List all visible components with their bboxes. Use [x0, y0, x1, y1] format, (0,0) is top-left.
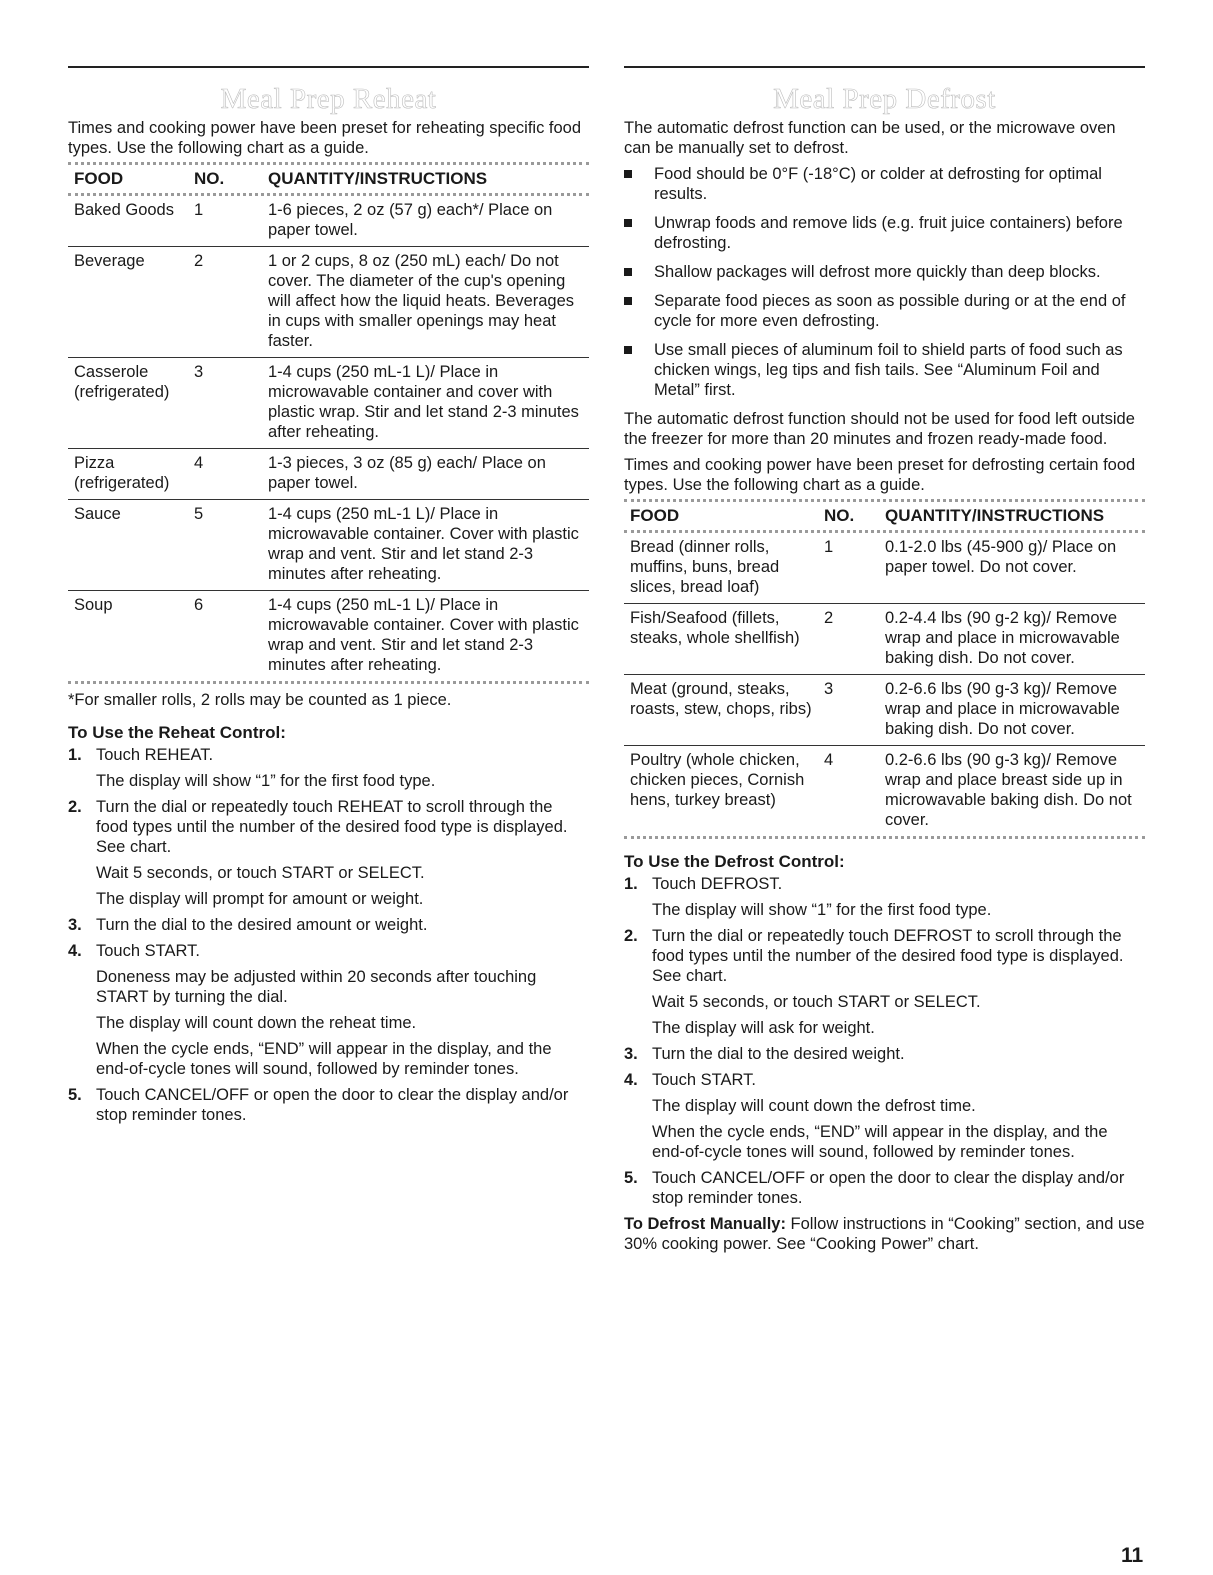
no-cell: 4: [188, 449, 262, 500]
table-row: [68, 196, 589, 247]
step-item: [68, 941, 589, 1079]
list-item: [624, 262, 1145, 282]
page-number: 11: [1121, 1544, 1144, 1567]
step-item: [624, 874, 1145, 920]
defrost-manually-text: [624, 1214, 1145, 1254]
step-text: Touch START.: [652, 1071, 756, 1089]
step-text: Doneness may be adjusted within 20 seconds after touching START by turning the dial.: [96, 968, 537, 1006]
col-header-no: NO.: [194, 169, 225, 188]
bullet-text: Use small pieces of aluminum foil to shield parts of food such as chicken wings, leg tips and fish tails. See “Aluminum Foil and Metal” first.: [654, 341, 1123, 399]
step-text: Turn the dial or repeatedly touch REHEAT to scroll through the food types until the number of the desired food type is displayed. See chart.: [96, 798, 568, 856]
qty-cell: 1-6 pieces, 2 oz (57 g) each*/ Place on paper towel.: [268, 201, 553, 239]
defrost-tips: [624, 164, 1145, 400]
step-text: The display will show “1” for the first food type.: [96, 772, 436, 790]
step-item: [68, 1085, 589, 1125]
qty-cell: 0.2-4.4 lbs (90 g-2 kg)/ Remove wrap and place in microwavable baking dish. Do not cover.: [879, 604, 1145, 675]
intro-text: Times and cooking power have been preset for defrosting certain food types. Use the following chart as a guide.: [624, 456, 1136, 494]
note-text: The automatic defrost function should not be used for food left outside the freezer for more than 20 minutes and frozen ready-made food.: [624, 410, 1135, 448]
bullet-icon: [624, 346, 632, 354]
step-number: 1.: [624, 875, 638, 893]
col-header-qty: QUANTITY/INSTRUCTIONS: [885, 506, 1105, 525]
list-item: [624, 340, 1145, 400]
step-item: [624, 1070, 1145, 1162]
intro-text: Times and cooking power have been preset for reheating specific food types. Use the following chart as a guide.: [68, 119, 582, 157]
bullet-icon: [624, 268, 632, 276]
no-cell: 6: [188, 591, 262, 682]
food-cell: Sauce: [68, 500, 188, 591]
food-cell: Fish/Seafood (fillets, steaks, whole shellfish): [624, 604, 818, 675]
step-number: 4.: [68, 942, 82, 960]
bullet-icon: [624, 219, 632, 227]
food-cell: Baked Goods: [74, 201, 174, 219]
bullet-text: Food should be 0°F (-18°C) or colder at defrosting for optimal results.: [654, 165, 1102, 203]
step-item: [68, 915, 589, 935]
col-header-no: NO.: [824, 506, 855, 525]
defrost-steps: [624, 874, 1145, 1208]
table-row: [68, 500, 589, 591]
step-number: 3.: [624, 1045, 638, 1063]
bullet-icon: [624, 170, 632, 178]
step-text: Wait 5 seconds, or touch START or SELECT.: [96, 864, 425, 882]
manual-body: Follow instructions in “Cooking” section, and use 30% cooking power. See “Cooking Power” chart.: [624, 1215, 1145, 1253]
section-heading: Meal Prep Defrost: [773, 83, 996, 115]
defrost-section: [624, 66, 1145, 1254]
bullet-text: Unwrap foods and remove lids (e.g. fruit juice containers) before defrosting.: [654, 214, 1123, 252]
list-item: [624, 164, 1145, 204]
step-text: Touch START.: [96, 942, 200, 960]
qty-cell: 1-4 cups (250 mL-1 L)/ Place in microwavable container. Cover with plastic wrap and vent. Stir and let stand 2-3 minutes after reheating.: [262, 591, 589, 682]
step-text: Touch DEFROST.: [652, 875, 783, 893]
qty-cell: 1-3 pieces, 3 oz (85 g) each/ Place on paper towel.: [262, 449, 589, 500]
section-heading: Meal Prep Reheat: [220, 83, 437, 115]
qty-cell: 1-4 cups (250 mL-1 L)/ Place in microwavable container. Cover with plastic wrap and vent. Stir and let stand 2-3 minutes after reheating.: [262, 500, 589, 591]
step-item: [624, 1044, 1145, 1064]
table-row: [624, 675, 1145, 746]
list-item: [624, 213, 1145, 253]
step-number: 4.: [624, 1071, 638, 1089]
bullet-text: Shallow packages will defrost more quickly than deep blocks.: [654, 263, 1101, 281]
table-row: [68, 591, 589, 682]
reheat-table: [68, 165, 589, 681]
table-row: [624, 746, 1145, 837]
section-rule: [68, 66, 589, 68]
section-rule: [624, 66, 1145, 68]
food-cell: Bread (dinner rolls, muffins, buns, bread slices, bread loaf): [630, 538, 780, 596]
bullet-icon: [624, 297, 632, 305]
qty-cell: 0.2-6.6 lbs (90 g-3 kg)/ Remove wrap and place in microwavable baking dish. Do not cover.: [879, 675, 1145, 746]
footnote: *For smaller rolls, 2 rolls may be counted as 1 piece.: [68, 691, 452, 709]
step-text: The display will count down the reheat time.: [96, 1014, 417, 1032]
no-cell: 3: [818, 675, 879, 746]
food-cell: Meat (ground, steaks, roasts, stew, chops, ribs): [624, 675, 818, 746]
step-number: 5.: [68, 1086, 82, 1104]
manual-label: To Defrost Manually:: [624, 1215, 786, 1233]
step-item: [68, 745, 589, 791]
food-cell: Pizza (refrigerated): [68, 449, 188, 500]
reheat-control-title: To Use the Reheat Control:: [68, 723, 286, 742]
step-text: The display will ask for weight.: [652, 1019, 875, 1037]
qty-cell: 1 or 2 cups, 8 oz (250 mL) each/ Do not cover. The diameter of the cup's opening will affect how the liquid heats. Beverages in cups with smaller openings may heat faster.: [262, 247, 589, 358]
step-text: Wait 5 seconds, or touch START or SELECT.: [652, 993, 981, 1011]
qty-cell: 0.2-6.6 lbs (90 g-3 kg)/ Remove wrap and place breast side up in microwavable baking dish. Do not cover.: [879, 746, 1145, 837]
step-item: [624, 1168, 1145, 1208]
table-row: [68, 449, 589, 500]
dotted-rule: [624, 836, 1145, 839]
no-cell: 5: [188, 500, 262, 591]
table-row: [624, 533, 1145, 604]
step-text: When the cycle ends, “END” will appear in the display, and the end-of-cycle tones will sound, followed by reminder tones.: [652, 1123, 1108, 1161]
no-cell: 1: [194, 201, 204, 219]
step-text: Touch CANCEL/OFF or open the door to clear the display and/or stop reminder tones.: [96, 1086, 569, 1124]
no-cell: 3: [188, 358, 262, 449]
table-row: [68, 247, 589, 358]
reheat-section: [68, 66, 589, 1131]
no-cell: 1: [824, 538, 834, 556]
step-text: Turn the dial to the desired amount or weight.: [96, 916, 428, 934]
food-cell: Soup: [68, 591, 188, 682]
step-number: 3.: [68, 916, 82, 934]
table-row: [624, 604, 1145, 675]
col-header-food: FOOD: [74, 169, 124, 188]
step-text: Touch REHEAT.: [96, 746, 214, 764]
food-cell: Casserole (refrigerated): [68, 358, 188, 449]
step-text: When the cycle ends, “END” will appear in the display, and the end-of-cycle tones will sound, followed by reminder tones.: [96, 1040, 552, 1078]
step-number: 1.: [68, 746, 82, 764]
food-cell: Beverage: [68, 247, 188, 358]
reheat-steps: [68, 745, 589, 1125]
step-item: [68, 797, 589, 909]
no-cell: 2: [188, 247, 262, 358]
col-header-food: FOOD: [630, 506, 680, 525]
no-cell: 2: [818, 604, 879, 675]
step-number: 2.: [68, 798, 82, 816]
step-text: The display will count down the defrost time.: [652, 1097, 976, 1115]
step-number: 5.: [624, 1169, 638, 1187]
step-text: Turn the dial or repeatedly touch DEFROST to scroll through the food types until the number of the desired food type is displayed. See chart.: [652, 927, 1124, 985]
intro-text: The automatic defrost function can be used, or the microwave oven can be manually set to defrost.: [624, 119, 1116, 157]
dotted-rule: [68, 681, 589, 684]
col-header-qty: QUANTITY/INSTRUCTIONS: [268, 169, 488, 188]
step-text: The display will prompt for amount or weight.: [96, 890, 424, 908]
no-cell: 4: [818, 746, 879, 837]
step-text: Turn the dial to the desired weight.: [652, 1045, 905, 1063]
defrost-control-title: To Use the Defrost Control:: [624, 852, 845, 871]
step-item: [624, 926, 1145, 1038]
food-cell: Poultry (whole chicken, chicken pieces, Cornish hens, turkey breast): [624, 746, 818, 837]
table-row: [68, 358, 589, 449]
defrost-table: [624, 502, 1145, 836]
step-text: The display will show “1” for the first food type.: [652, 901, 992, 919]
qty-cell: 1-4 cups (250 mL-1 L)/ Place in microwavable container and cover with plastic wrap. Stir and let stand 2-3 minutes after reheating.: [262, 358, 589, 449]
list-item: [624, 291, 1145, 331]
step-number: 2.: [624, 927, 638, 945]
qty-cell: 0.1-2.0 lbs (45-900 g)/ Place on paper towel. Do not cover.: [885, 538, 1117, 576]
step-text: Touch CANCEL/OFF or open the door to clear the display and/or stop reminder tones.: [652, 1169, 1125, 1207]
bullet-text: Separate food pieces as soon as possible during or at the end of cycle for more even defrosting.: [654, 292, 1126, 330]
